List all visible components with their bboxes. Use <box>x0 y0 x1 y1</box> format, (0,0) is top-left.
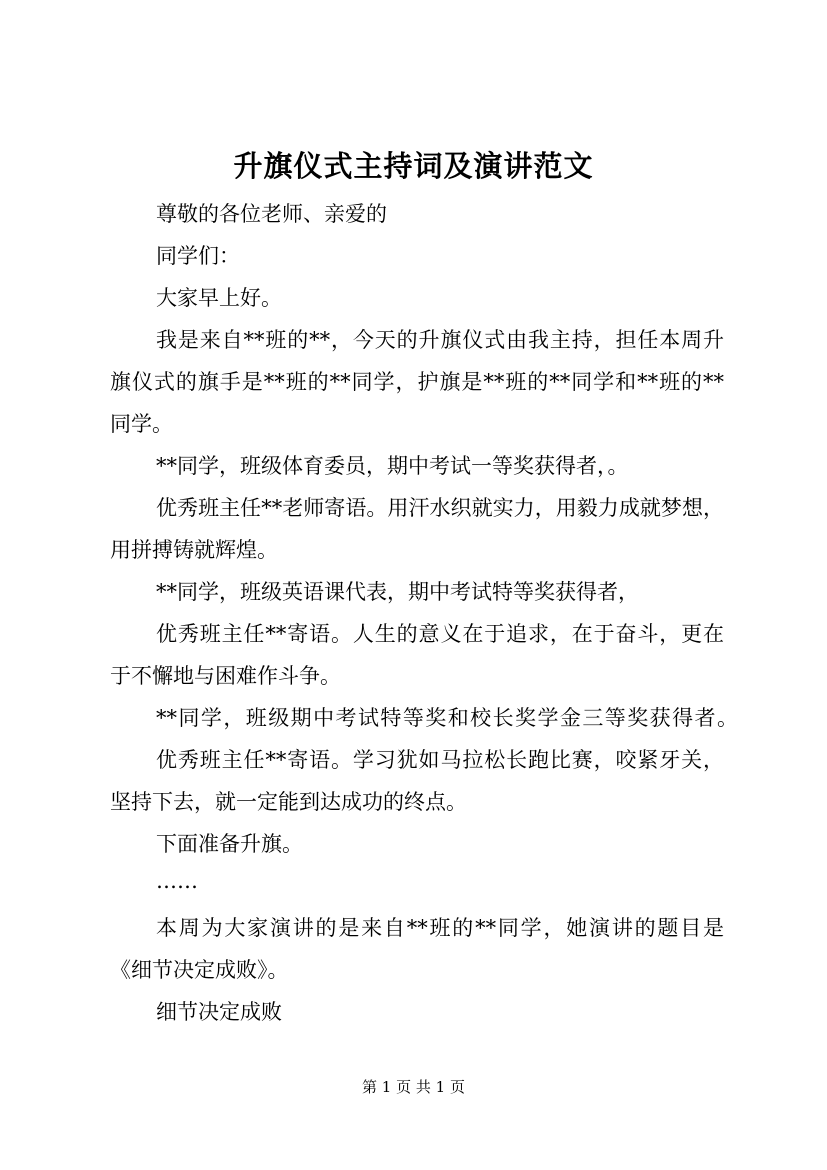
paragraph-line: 尊敬的各位老师、亲爱的 <box>156 202 387 226</box>
paragraph-line: 本周为大家演讲的是来自**班的**同学，她演讲的题目是 <box>156 916 724 940</box>
paragraph-line: 细节决定成败 <box>156 1000 282 1024</box>
paragraph-line: 于不懈地与困难作斗争。 <box>110 664 341 688</box>
paragraph-line: …… <box>156 869 198 893</box>
paragraph-line: 旗仪式的旗手是**班的**同学，护旗是**班的**同学和**班的** <box>110 370 724 394</box>
paragraph-line: 《细节决定成败》。 <box>110 958 289 982</box>
paragraph-line: **同学，班级体育委员，期中考试一等奖获得者，。 <box>156 454 629 478</box>
paragraph-line: 同学。 <box>110 412 173 436</box>
document-title: 升旗仪式主持词及演讲范文 <box>233 149 594 183</box>
paragraph-line: 下面准备升旗。 <box>156 832 303 856</box>
paragraph-line: 优秀班主任**寄语。学习犹如马拉松长跑比赛，咬紧牙关， <box>156 748 724 772</box>
paragraph-line: 坚持下去，就一定能到达成功的终点。 <box>110 790 467 814</box>
page-footer: 第 1 页 共 1 页 <box>362 1078 465 1096</box>
paragraph-line: **同学，班级英语课代表，期中考试特等奖获得者， <box>156 580 639 604</box>
paragraph-line: 大家早上好。 <box>156 286 282 310</box>
paragraph-line: 同学们： <box>156 244 240 268</box>
paragraph-line: 优秀班主任**寄语。人生的意义在于追求，在于奋斗，更在 <box>156 622 724 646</box>
paragraph-line: 我是来自**班的**，今天的升旗仪式由我主持，担任本周升 <box>156 328 724 352</box>
paragraph-line: 用拼搏铸就辉煌。 <box>110 538 278 562</box>
paragraph-line: **同学，班级期中考试特等奖和校长奖学金三等奖获得者。 <box>156 706 738 730</box>
paragraph-line: 优秀班主任**老师寄语。用汗水织就实力，用毅力成就梦想， <box>156 496 724 520</box>
